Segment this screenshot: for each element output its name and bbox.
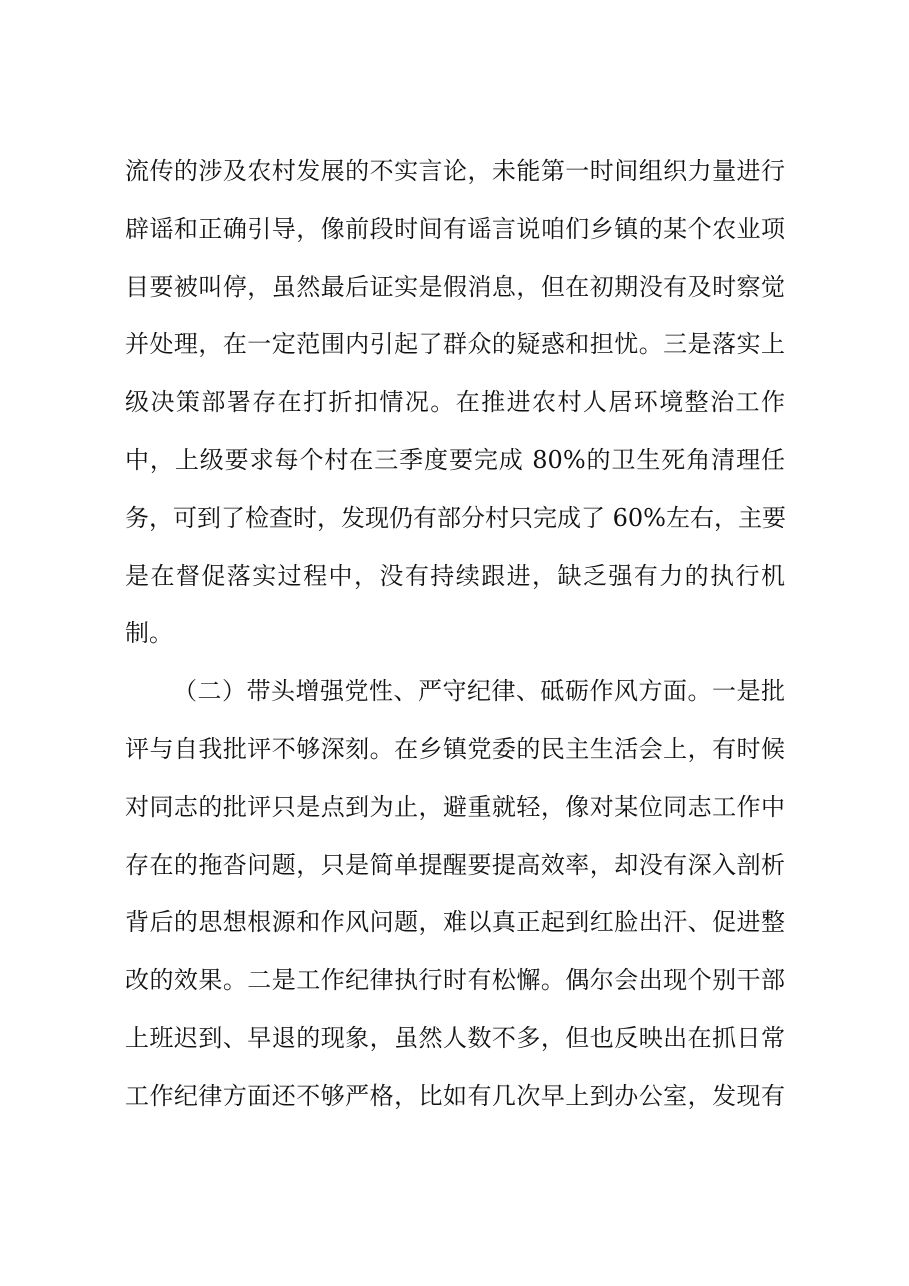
body-text xyxy=(125,156,785,1139)
text-line: 级决策部署存在打折扣情况。在推进农村人居环境整治工作 xyxy=(125,388,785,417)
text-line: 工作纪律方面还不够严格，比如有几次早上到办公室，发现有 xyxy=(125,1081,785,1110)
text-line: 改的效果。二是工作纪律执行时有松懈。偶尔会出现个别干部 xyxy=(125,966,785,995)
text-line: 流传的涉及农村发展的不实言论，未能第一时间组织力量进行 xyxy=(125,157,785,185)
text-line: 务，可到了检查时，发现仍有部分村只完成了 60%左右，主要 xyxy=(125,503,786,532)
text-line: 目要被叫停，虽然最后证实是假消息，但在初期没有及时察觉 xyxy=(125,272,785,301)
text-line: 辟谣和正确引导，像前段时间有谣言说咱们乡镇的某个农业项 xyxy=(125,214,785,243)
text-line: 存在的拖沓问题，只是简单提醒要提高效率，却没有深入剖析 xyxy=(125,850,785,879)
text-line: 上班迟到、早退的现象，虽然人数不多，但也反映出在抓日常 xyxy=(125,1023,785,1052)
text-line: 制。 xyxy=(125,619,173,648)
text-line: 背后的思想根源和作风问题，难以真正起到红脸出汗、促进整 xyxy=(125,908,785,937)
text-line: 对同志的批评只是点到为止，避重就轻，像对某位同志工作中 xyxy=(125,792,785,821)
text-line: 评与自我批评不够深刻。在乡镇党委的民主生活会上，有时候 xyxy=(125,734,785,763)
text-line: 并处理，在一定范围内引起了群众的疑惑和担忧。三是落实上 xyxy=(125,330,785,359)
text-line: 中，上级要求每个村在三季度要完成 80%的卫生死角清理任 xyxy=(125,445,785,474)
text-line: 是在督促落实过程中，没有持续跟进，缺乏强有力的执行机 xyxy=(125,561,785,590)
section-heading-line: （二）带头增强党性、严守纪律、砥砺作风方面。一是批 xyxy=(173,677,785,706)
